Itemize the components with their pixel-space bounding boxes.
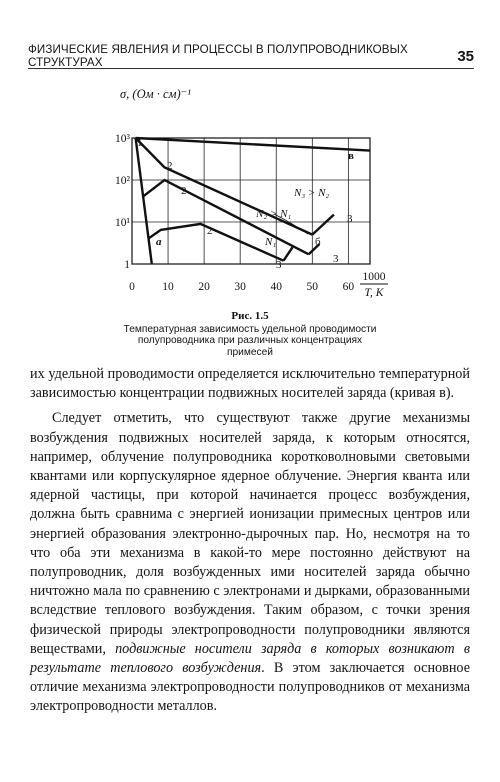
curve-label-3: 3 bbox=[347, 213, 353, 225]
y-tick-label: 10³ bbox=[115, 133, 130, 145]
y-tick-labels bbox=[115, 133, 131, 271]
y-tick-label: 10¹ bbox=[115, 217, 130, 229]
x-axis-label bbox=[360, 271, 388, 299]
figure-caption-text: Температурная зависимость удельной проводимости полупроводника при различных концентрациях примесей bbox=[123, 323, 377, 358]
curve-label-n1: N₁ bbox=[265, 236, 277, 248]
paragraph-text: Следует отметить, что существуют также другие механизмы возбуждения подвижных носителей заряда, к которым относятся, например, облучение полупроводника коротковолновыми световыми квантами или корпускулярное ядерное облучение. Энергия кванта или ядерной частицы, при которой начинается процесс возбуждения, должна быть сравнима с энергией ионизации примесных центров или энергией образования электронно-дырочных пар. Но, несмотря на то что оба эти механизма в какой-то мере постоянно действуют на полупроводник, доля возбужденных ими носителей заряда обычно ничтожно мала по сравнению с электронами и дырками, образованными вследствие теплового возбуждения. Таким образом, с точки зрения физической природы электропроводности полупроводники являются веществами, bbox=[30, 410, 470, 657]
x-axis-label-top: 1000 bbox=[362, 271, 386, 283]
x-tick-label: 0 bbox=[129, 281, 135, 293]
body-text bbox=[30, 365, 470, 717]
series-line bbox=[284, 247, 293, 260]
curve-label-n3: N₃ > N₂ bbox=[294, 187, 330, 199]
emphasis-text: подвижные носители заряда в которых возникают в результате теплового возбуждения bbox=[30, 640, 470, 677]
series-line bbox=[312, 215, 334, 235]
y-axis-label: σ, (Ом · см)⁻¹ bbox=[120, 87, 191, 101]
x-tick-label: 10 bbox=[162, 281, 174, 293]
series-line bbox=[136, 138, 152, 264]
header-title: ФИЗИЧЕСКИЕ ЯВЛЕНИЯ И ПРОЦЕССЫ В ПОЛУПРОВОДНИКОВЫХ СТРУКТУРАХ bbox=[28, 43, 408, 69]
page-number: 35 bbox=[457, 47, 474, 65]
paragraph bbox=[30, 409, 470, 716]
x-tick-label: 30 bbox=[234, 281, 246, 293]
x-tick-label: 40 bbox=[270, 281, 282, 293]
curve-label-3: 3 bbox=[333, 253, 339, 265]
curve-label-a: а bbox=[156, 236, 162, 248]
chart-curves bbox=[136, 138, 370, 264]
running-header bbox=[28, 44, 474, 68]
curve-label-2: 2 bbox=[167, 160, 173, 172]
figure-caption bbox=[120, 311, 380, 358]
curve-label-2: 2 bbox=[207, 225, 213, 237]
figure-label: Рис. 1.5 bbox=[231, 310, 269, 322]
paragraph-text: . В этом заключается основное отличие механизма электропроводности полупроводников от механизма электропроводности металлов. bbox=[30, 660, 471, 715]
x-tick-labels bbox=[129, 281, 354, 293]
series-line bbox=[148, 224, 283, 261]
header-rule bbox=[28, 68, 474, 69]
paragraph: их удельной проводимости определяется исключительно температурной зависимостью концентрации подвижных носителей заряда (кривая в). bbox=[30, 366, 470, 402]
curve-label-2: 2 bbox=[181, 185, 187, 197]
y-tick-label: 1 bbox=[124, 259, 130, 271]
y-tick-label: 10² bbox=[115, 175, 130, 187]
x-tick-label: 20 bbox=[198, 281, 210, 293]
curve-label-v: в bbox=[348, 150, 354, 162]
conductivity-chart bbox=[90, 82, 400, 310]
curve-label-1: 1 bbox=[137, 137, 143, 149]
curve-label-b: б bbox=[315, 236, 321, 248]
x-tick-label: 60 bbox=[342, 281, 355, 293]
curve-label-n2: N₂ > N₁ bbox=[256, 208, 292, 220]
x-axis-label-bottom: T, K bbox=[364, 287, 384, 299]
curve-label-3: 3 bbox=[276, 259, 282, 271]
x-tick-label: 50 bbox=[306, 281, 319, 293]
series-line bbox=[136, 138, 370, 151]
